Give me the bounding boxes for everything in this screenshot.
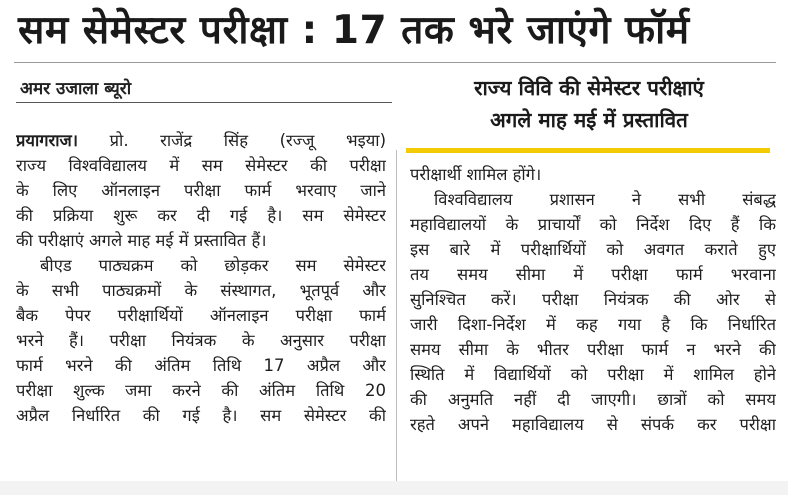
right-column-line: इस बारे में परीक्षार्थियों को अवगत कराते हुए [410, 240, 776, 259]
left-column-line: बीएड पाठ्यक्रम को छोड़कर सम सेमेस्टर [40, 256, 386, 275]
left-column-line: राज्य विश्वविद्यालय में सम सेमेस्टर की परीक्षा [16, 156, 386, 175]
right-column-line: सुनिश्चित करें। परीक्षा नियंत्रक की ओर से [410, 290, 776, 309]
left-column-line: की परीक्षाएं अगले माह मई में प्रस्तावित हैं। [16, 231, 267, 250]
left-column-line: फार्म भरने की अंतिम तिथि 17 अप्रैल और [16, 356, 386, 375]
headline: सम सेमेस्टर परीक्षा : 17 तक भरे जाएंगे फॉर्म [18, 8, 690, 53]
right-column-line: महाविद्यालयों के प्राचार्यों को निर्देश दिए हैं कि [410, 215, 776, 234]
left-column-line [16, 128, 386, 153]
subhead [404, 72, 774, 136]
left-column-line: भरने हैं। परीक्षा नियंत्रक के अनुसार परीक्षा [16, 331, 386, 350]
byline-rule [16, 102, 392, 103]
right-column-line: विश्वविद्यालय प्रशासन ने सभी संबद्ध [434, 190, 776, 209]
left-column-line: की प्रक्रिया शुरू कर दी गई है। सम सेमेस्टर [16, 206, 386, 225]
left-column-line-text: प्रो. राजेंद्र सिंह (रज्जू भइया) [109, 131, 386, 150]
headline-rule [14, 62, 776, 63]
column-divider [396, 150, 397, 495]
left-column-line: अप्रैल निर्धारित की गई है। सम सेमेस्टर की [16, 406, 386, 425]
left-column-line: बैक पेपर परीक्षार्थियों ऑनलाइन परीक्षा फार्म [16, 306, 386, 325]
right-column-line: परीक्षार्थी शामिल होंगे। [410, 165, 542, 184]
subhead-underline [406, 148, 770, 153]
right-column [410, 162, 776, 437]
right-column-line: रहते अपने महाविद्यालय से संपर्क कर परीक्षा [410, 415, 776, 434]
right-column-line: की अनुमति नहीं दी जाएगी। छात्रों को समय [410, 390, 776, 409]
dateline: प्रयागराज। [16, 131, 79, 150]
right-column-line: तय समय सीमा में परीक्षा फार्म भरवाना [410, 265, 776, 284]
byline: अमर उजाला ब्यूरो [20, 79, 132, 99]
bottom-strip [0, 481, 788, 495]
left-column-line: परीक्षा शुल्क जमा करने की अंतिम तिथि 20 [16, 381, 386, 400]
subhead-line-1: राज्य विवि की सेमेस्टर परीक्षाएं [474, 76, 704, 100]
left-column-line: के सभी पाठ्यक्रमों के संस्थागत, भूतपूर्व और [16, 281, 386, 300]
right-column-line: स्थिति में विद्यार्थियों को परीक्षा में शामिल होने [410, 365, 776, 384]
right-column-line: जारी दिशा-निर्देश में कह गया है कि निर्धारित [410, 315, 776, 334]
left-column-line: के लिए ऑनलाइन परीक्षा फार्म भरवाए जाने [16, 181, 386, 200]
left-column [16, 128, 386, 428]
right-column-line: समय सीमा के भीतर परीक्षा फार्म न भरने की [410, 340, 776, 359]
subhead-line-2: अगले माह मई में प्रस्तावित [490, 108, 688, 132]
